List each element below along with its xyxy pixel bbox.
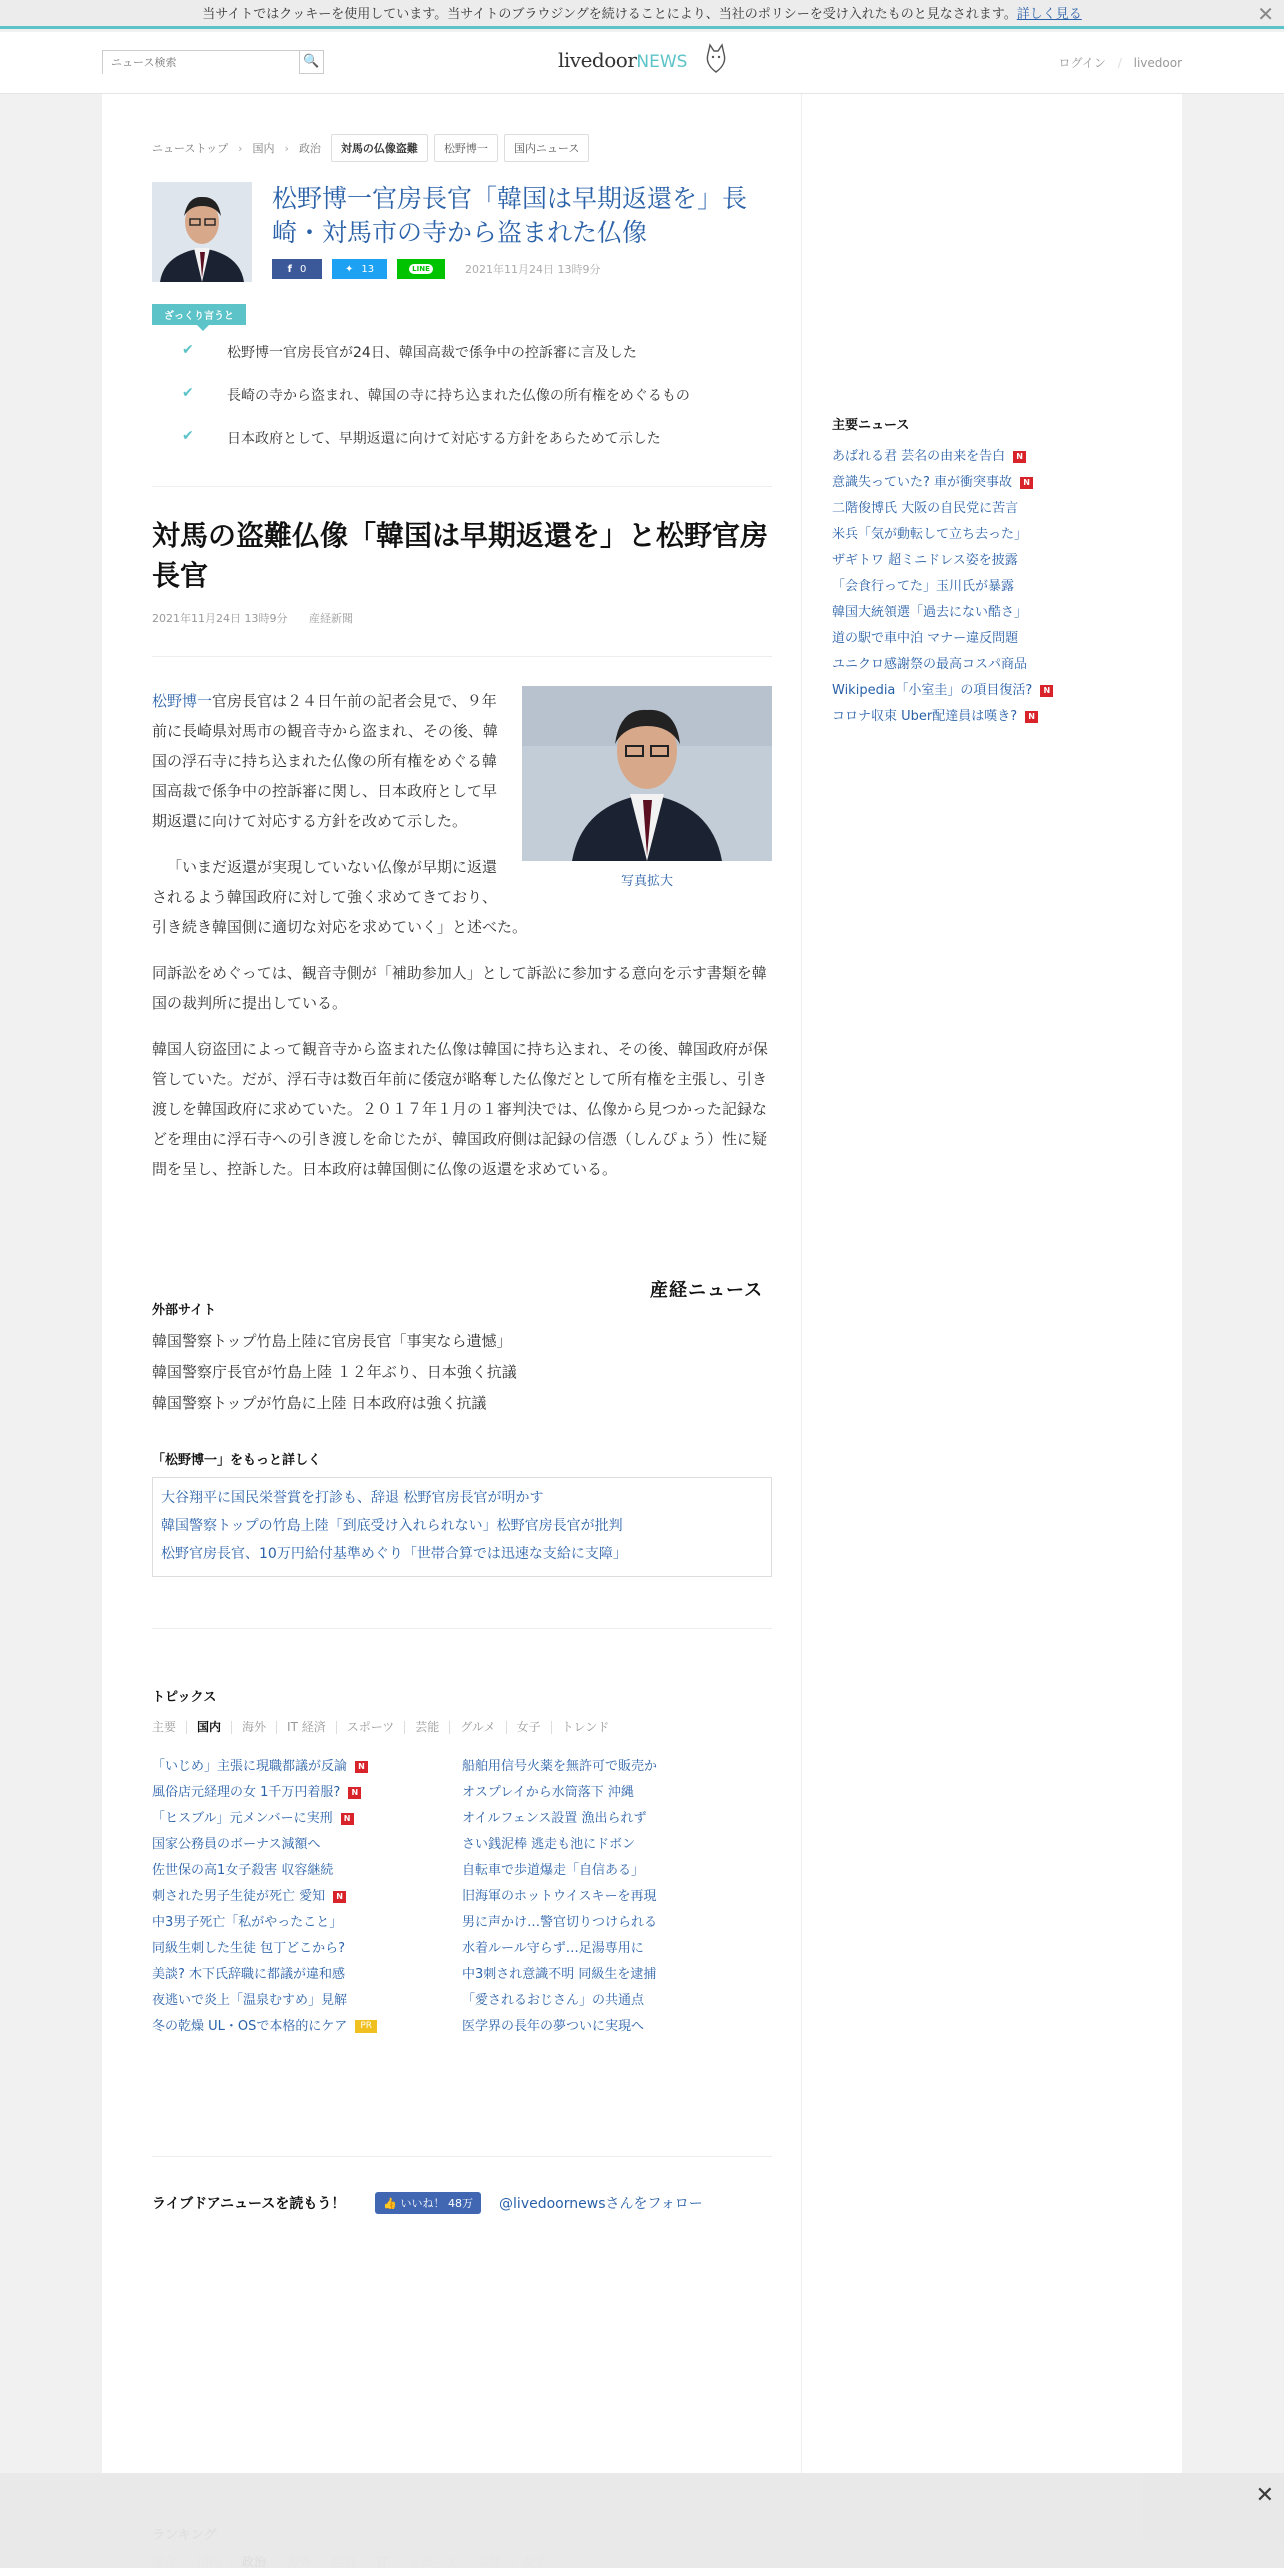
site-header <box>0 32 1284 94</box>
tag-matsuno[interactable]: 松野博一 <box>434 134 498 162</box>
topic-link[interactable]: 中3男子死亡「私がやったこと」 <box>152 1915 343 1930</box>
sidebar-news-item[interactable]: コロナ収束 Uber配達員は嘆き? N <box>832 704 1053 730</box>
search-icon[interactable]: 🔍 <box>299 51 323 73</box>
article-datetime: 2021年11月24日 13時9分 <box>465 263 601 276</box>
tab-it-economy[interactable]: IT 経済 <box>276 1721 336 1734</box>
close-icon[interactable]: ✕ <box>1257 2 1274 26</box>
external-heading: 外部サイト <box>152 1303 217 1318</box>
topic-link[interactable]: 同級生刺した生徒 包丁どこから? <box>152 1941 346 1956</box>
tab-women[interactable]: 女子 <box>506 1721 551 1734</box>
check-icon: ✔ <box>182 342 194 358</box>
twitter-follow-link[interactable]: @livedoornewsさんをフォロー <box>499 2196 703 2212</box>
external-links <box>152 1326 517 1419</box>
twitter-icon: ✦ <box>344 263 354 275</box>
topic-link[interactable]: 美談? 木下氏辞職に都議が違和感 <box>152 1967 346 1982</box>
logo-news: NEWS <box>636 52 688 72</box>
sidebar-news-item[interactable]: ユニクロ感謝祭の最高コスパ商品 <box>832 657 1028 672</box>
topic-link[interactable]: 夜逃いで炎上「温泉むすめ」見解 <box>152 1993 348 2008</box>
sidebar-news-item[interactable]: 米兵「気が動転して立ち去った」 <box>832 527 1028 542</box>
tab-entertainment[interactable]: 芸能 <box>404 1721 449 1734</box>
photo-image[interactable] <box>522 686 772 861</box>
sidebar-heading: 主要ニュース <box>832 418 910 433</box>
summary-text: 松野博一官房長官が24日、韓国高裁で係争中の控訴審に言及した <box>227 345 637 361</box>
article-date: 2021年11月24日 13時9分 <box>152 612 288 625</box>
article-thumbnail[interactable] <box>152 182 252 282</box>
livedoor-link[interactable]: livedoor <box>1133 56 1182 70</box>
chevron-right-icon: › <box>238 141 243 155</box>
tab-sports[interactable]: スポーツ <box>336 1721 405 1734</box>
header-separator: / <box>1117 56 1122 70</box>
topics-heading: トピックス <box>152 1690 217 1705</box>
line-icon: LINE <box>409 264 433 274</box>
article-body <box>152 686 772 1200</box>
paragraph-2: 「いまだ返還が実現していない仏像が早期に返還されるよう韓国政府に対して強く求めてきており、引き続き韓国側に適切な対応を求めていく」と述べた。 <box>152 858 528 936</box>
search-input[interactable] <box>103 52 299 74</box>
tab-main[interactable]: 主要 <box>152 1720 177 1734</box>
share-bar <box>272 259 600 279</box>
summary-text: 長崎の寺から盗まれ、韓国の寺に持ち込まれた仏像の所有権をめぐるもの <box>227 388 690 404</box>
sidebar-news-list <box>832 444 1053 730</box>
more-link[interactable]: 韓国警察トップの竹島上陸「到底受け入れられない」松野官房長官が批判 <box>161 1518 623 1534</box>
new-badge: N <box>1013 451 1026 463</box>
topic-link[interactable]: 佐世保の高1女子殺害 収容継続 <box>152 1863 334 1878</box>
main-column <box>102 94 802 2568</box>
article-meta <box>152 610 371 626</box>
new-badge: N <box>1025 711 1038 723</box>
divider <box>152 1628 772 1629</box>
header-links <box>1051 54 1183 71</box>
new-badge: N <box>355 1761 368 1773</box>
article-title[interactable]: 松野博一官房長官「韓国は早期返還を」長崎・対馬市の寺から盗まれた仏像 <box>272 184 748 247</box>
breadcrumb <box>152 134 595 162</box>
facebook-like-button[interactable]: 👍 いいね！ 48万 <box>375 2192 481 2214</box>
topic-link[interactable]: 「ヒスブル」元メンバーに実刑 N <box>152 1806 462 1832</box>
article-photo[interactable] <box>522 686 772 897</box>
topic-link[interactable]: 中3刺され意識不明 同級生を逮捕 <box>462 1967 657 1982</box>
topics-right-column <box>462 1754 772 2040</box>
thumbs-up-icon: 👍 <box>383 2197 398 2210</box>
topic-link[interactable]: 旧海軍のホットウイスキーを再現 <box>462 1889 657 1904</box>
topic-link[interactable]: 水着ルール守らず…足湯専用に <box>462 1941 644 1956</box>
bottom-ad-bar <box>0 2473 1284 2568</box>
sidebar-news-item[interactable]: Wikipedia「小室圭」の項目復活? N <box>832 678 1053 704</box>
external-link[interactable]: 韓国警察トップ竹島上陸に官房長官「事実なら遺憾」 <box>152 1332 512 1350</box>
topic-link[interactable]: 医学界の長年の夢ついに実現へ <box>462 2019 645 2034</box>
external-link[interactable]: 韓国警察庁長官が竹島上陸 １２年ぶり、日本強く抗議 <box>152 1363 517 1381</box>
article-headline: 対馬の盗難仏像「韓国は早期返還を」と松野官房長官 <box>152 519 769 592</box>
sidebar-news-item[interactable]: あばれる君 芸名の由来を告白 N <box>832 444 1053 470</box>
facebook-icon: f <box>287 263 292 275</box>
external-link[interactable]: 韓国警察トップが竹島に上陸 日本政府は強く抗議 <box>152 1394 487 1412</box>
photo-enlarge-link[interactable]: 写真拡大 <box>620 874 673 889</box>
sidebar-news-item[interactable]: ザギトワ 超ミニドレス姿を披露 <box>832 553 1018 568</box>
breadcrumb-domestic[interactable]: 国内 <box>252 142 275 155</box>
new-badge: N <box>348 1787 361 1799</box>
summary-text: 日本政府として、早期返還に向けて対応する方針をあらためて示した <box>227 431 661 447</box>
check-icon: ✔ <box>182 428 194 444</box>
check-icon: ✔ <box>182 385 194 401</box>
follow-label: ライブドアニュースを読もう！ <box>152 2196 346 2212</box>
follow-bar <box>152 2192 703 2214</box>
article-source[interactable]: 産経新聞 <box>308 612 353 625</box>
facebook-count: 0 <box>299 263 307 275</box>
cookie-banner <box>0 0 1284 29</box>
topic-link[interactable]: オスプレイから水筒落下 沖縄 <box>462 1785 634 1800</box>
login-link[interactable]: ログイン <box>1058 56 1106 70</box>
divider <box>152 486 772 487</box>
twitter-count: 13 <box>361 263 375 275</box>
sidebar-news-item[interactable]: 「会食行ってた」玉川氏が暴露 <box>832 579 1015 594</box>
topic-link[interactable]: 「いじめ」主張に現職都議が反論 N <box>152 1754 462 1780</box>
source-logo[interactable]: 産経ニュース <box>650 1280 764 1301</box>
logo-main: livedoor <box>558 48 637 72</box>
sidebar-news-item[interactable]: 二階俊博氏 大阪の自民党に苦言 <box>832 501 1019 516</box>
sidebar-news-item[interactable]: 道の駅で車中泊 マナー違反問題 <box>832 631 1019 646</box>
search-box <box>102 50 324 74</box>
topic-link[interactable]: オイルフェンス設置 漁出られず <box>462 1811 647 1826</box>
new-badge: N <box>341 1813 354 1825</box>
topic-link[interactable]: 船舶用信号火薬を無許可で販売か <box>462 1759 658 1774</box>
summary-item <box>182 342 782 385</box>
topic-link[interactable]: 男に声かけ…警官切りつけられる <box>462 1915 658 1930</box>
tag-domestic-news[interactable]: 国内ニュース <box>504 134 589 162</box>
topics-tabs <box>152 1721 619 1734</box>
summary-item <box>182 428 782 471</box>
more-link[interactable]: 大谷翔平に国民栄誉賞を打診も、辞退 松野官房長官が明かす <box>161 1490 544 1506</box>
divider <box>152 656 772 657</box>
topics-left-column <box>152 1754 462 2040</box>
tab-gourmet[interactable]: グルメ <box>449 1721 505 1734</box>
topic-link[interactable]: 自転車で歩道爆走「自信ある」 <box>462 1863 645 1878</box>
pr-badge: PR <box>355 2020 377 2033</box>
summary-label: ざっくり言うと <box>152 304 246 325</box>
topic-link[interactable]: 風俗店元経理の女 1千万円着服? N <box>152 1780 462 1806</box>
person-link[interactable]: 松野博一 <box>152 692 213 710</box>
paragraph-3: 同訴訟をめぐっては、観音寺側が「補助参加人」として訴訟に参加する意向を示す書類を韓国の裁判所に提出している。 <box>152 964 767 1012</box>
more-links-box <box>152 1477 772 1577</box>
new-badge: N <box>1020 477 1033 489</box>
close-icon[interactable]: ✕ <box>1255 2483 1274 2508</box>
line-share-button[interactable] <box>397 259 445 279</box>
tag-buddha-theft[interactable]: 対馬の仏像盗難 <box>331 134 428 162</box>
topic-link[interactable]: 国家公務員のボーナス減額へ <box>152 1837 321 1852</box>
paragraph-4: 韓国人窃盗団によって観音寺から盗まれた仏像は韓国に持ち込まれ、その後、韓国政府が保管していた。だが、浮石寺は数百年前に倭寇が略奪した仏像だとして所有権を主張し、引き渡しを韓国政府に求めていた。２０１７年１月の１審判決では、仏像から見つかった記録などを理由に浮石寺への引き渡しを命じたが、韓国政府側は記録の信憑（しんぴょう）性に疑問を呈し、控訴した。日本政府は韓国側に仏像の返還を求めている。 <box>152 1040 768 1178</box>
summary-list <box>182 342 782 471</box>
cookie-details-link[interactable]: 詳しく見る <box>1016 7 1082 22</box>
breadcrumb-top[interactable]: ニューストップ <box>152 142 229 155</box>
tab-overseas[interactable]: 海外 <box>231 1721 276 1734</box>
more-heading: 「松野博一」をもっと詳しく <box>152 1453 322 1468</box>
new-badge: N <box>333 1891 346 1903</box>
page-container <box>102 94 1182 2568</box>
topic-link[interactable]: さい銭泥棒 逃走も池にドボン <box>462 1837 636 1852</box>
facebook-share-button[interactable] <box>272 259 322 279</box>
topic-link[interactable]: 冬の乾燥 UL・OSで本格的にケア PR <box>152 2014 462 2040</box>
tab-domestic[interactable]: 国内 <box>186 1721 231 1734</box>
breadcrumb-politics[interactable]: 政治 <box>298 142 321 155</box>
topic-link[interactable]: 刺された男子生徒が死亡 愛知 N <box>152 1884 462 1910</box>
twitter-share-button[interactable] <box>332 259 387 279</box>
mascot-icon <box>703 42 729 76</box>
topic-link[interactable]: 「愛されるおじさん」の共通点 <box>462 1993 645 2008</box>
summary-item <box>182 385 782 428</box>
more-link[interactable]: 松野官房長官、10万円給付基準めぐり「世帯合算では迅速な支給に支障」 <box>161 1546 627 1562</box>
new-badge: N <box>1040 685 1053 697</box>
cookie-text: 当サイトではクッキーを使用しています。当サイトのブラウジングを続けることにより、当社のポリシーを受け入れたものと見なされます。 <box>202 7 1017 22</box>
chevron-right-icon: › <box>284 141 289 155</box>
site-logo[interactable] <box>558 48 687 72</box>
sidebar-news-item[interactable]: 韓国大統領選「過去にない酷さ」 <box>832 605 1028 620</box>
tab-trend[interactable]: トレンド <box>551 1721 620 1734</box>
divider <box>152 2156 772 2157</box>
sidebar-news-item[interactable]: 意識失っていた? 車が衝突事故 N <box>832 470 1053 496</box>
lead-text: 官房長官は２４日午前の記者会見で、９年前に長崎県対馬市の観音寺から盗まれ、その後、韓国の浮石寺に持ち込まれた仏像の所有権をめぐる韓国高裁で係争中の控訴審に関し、日本政府として早期返還に向けて対応する方針を改めて示した。 <box>152 692 498 830</box>
